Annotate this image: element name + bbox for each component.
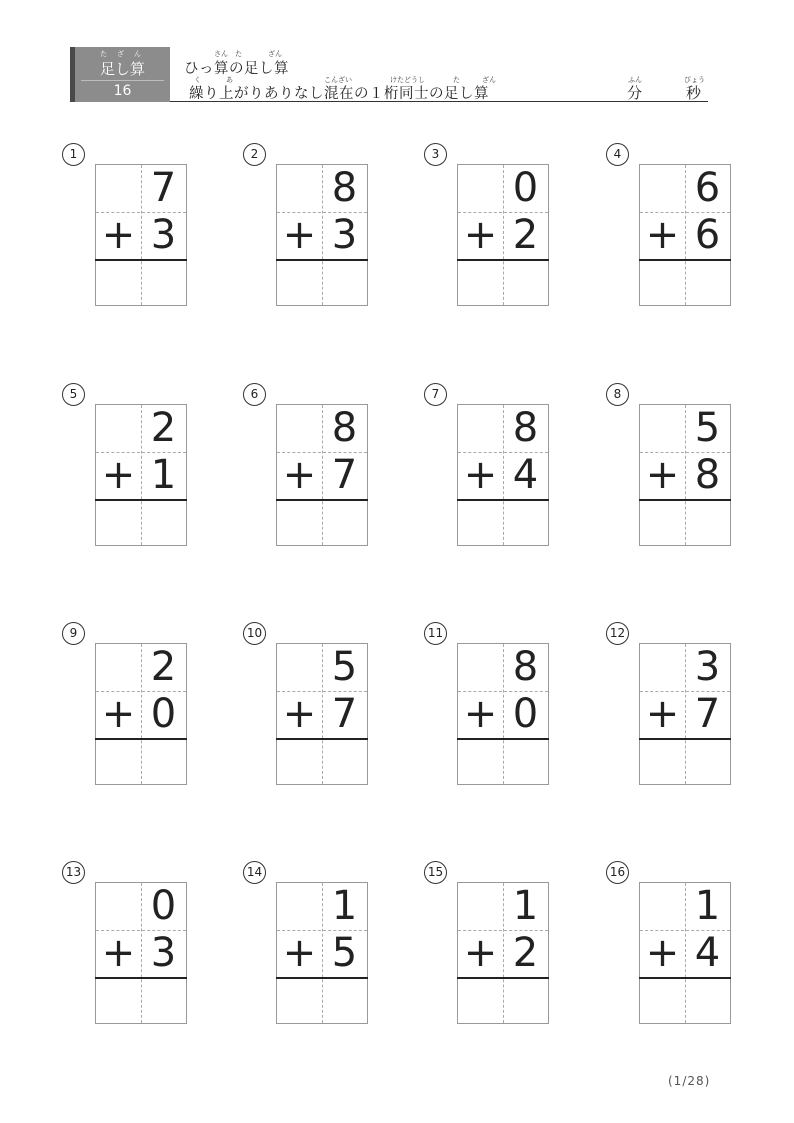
badge-number: 16 <box>113 83 132 99</box>
sum-line <box>276 738 368 740</box>
calculation-grid <box>639 404 731 546</box>
problem-number: 7 <box>424 383 447 406</box>
bottom-digit: 7 <box>331 452 358 498</box>
plus-sign: + <box>282 930 317 976</box>
plus-sign: + <box>101 930 136 976</box>
bottom-digit: 3 <box>150 930 177 976</box>
sum-line <box>639 977 731 979</box>
ruby-ta2: た <box>453 76 460 84</box>
problem-card <box>606 861 746 1031</box>
problem-number: 9 <box>62 622 85 645</box>
bottom-digit: 2 <box>512 930 539 976</box>
bottom-digit: 6 <box>694 212 721 258</box>
problem-card <box>62 383 202 553</box>
problem-card <box>62 622 202 792</box>
calculation-grid <box>95 643 187 785</box>
bottom-digit: 0 <box>150 691 177 737</box>
top-digit: 5 <box>331 644 358 690</box>
problem-card <box>606 143 746 313</box>
bottom-digit: 5 <box>331 930 358 976</box>
sum-line <box>457 259 549 261</box>
problem-card <box>243 143 383 313</box>
bottom-digit: 0 <box>512 691 539 737</box>
calculation-grid <box>457 164 549 306</box>
calculation-grid <box>457 882 549 1024</box>
sum-line <box>457 499 549 501</box>
plus-sign: + <box>101 691 136 737</box>
bottom-digit: 3 <box>331 212 358 258</box>
sum-line <box>457 738 549 740</box>
top-digit: 1 <box>694 883 721 929</box>
bottom-digit: 7 <box>694 691 721 737</box>
ruby-a: あ <box>226 76 233 84</box>
plus-sign: + <box>645 452 680 498</box>
problem-card <box>62 143 202 313</box>
plus-sign: + <box>645 691 680 737</box>
badge-title: 足し算 <box>99 60 145 78</box>
plus-sign: + <box>463 212 498 258</box>
top-digit: 3 <box>694 644 721 690</box>
problem-number: 1 <box>62 143 85 166</box>
problem-number: 15 <box>424 861 447 884</box>
calculation-grid <box>639 164 731 306</box>
top-digit: 5 <box>694 405 721 451</box>
badge-divider <box>81 80 164 81</box>
bottom-digit: 4 <box>512 452 539 498</box>
bottom-digit: 3 <box>150 212 177 258</box>
plus-sign: + <box>282 212 317 258</box>
ruby-zan: ざん <box>268 50 282 58</box>
problem-number: 3 <box>424 143 447 166</box>
ruby-konzai: こんざい <box>324 76 352 84</box>
sum-line <box>457 977 549 979</box>
calculation-grid <box>276 882 368 1024</box>
calculation-grid <box>639 643 731 785</box>
seconds-label: 秒 <box>686 84 702 102</box>
calculation-grid <box>95 882 187 1024</box>
top-digit: 8 <box>331 165 358 211</box>
problem-number: 12 <box>606 622 629 645</box>
problem-card <box>243 383 383 553</box>
problem-card <box>243 861 383 1031</box>
calculation-grid <box>457 404 549 546</box>
top-digit: 8 <box>331 405 358 451</box>
ruby-ku: く <box>194 76 201 84</box>
sum-line <box>639 499 731 501</box>
plus-sign: + <box>101 212 136 258</box>
ruby-fun: ふん <box>628 76 642 84</box>
top-digit: 0 <box>512 165 539 211</box>
badge-ruby: たざん <box>100 50 151 58</box>
problem-card <box>424 861 564 1031</box>
calculation-grid <box>457 643 549 785</box>
calculation-grid <box>639 882 731 1024</box>
problem-card <box>606 622 746 792</box>
calculation-grid <box>276 404 368 546</box>
plus-sign: + <box>645 930 680 976</box>
plus-sign: + <box>463 930 498 976</box>
problem-number: 5 <box>62 383 85 406</box>
problem-card <box>424 143 564 313</box>
sum-line <box>95 977 187 979</box>
problem-number: 6 <box>243 383 266 406</box>
sum-line <box>639 738 731 740</box>
sum-line <box>95 259 187 261</box>
bottom-digit: 4 <box>694 930 721 976</box>
plus-sign: + <box>463 452 498 498</box>
bottom-digit: 7 <box>331 691 358 737</box>
top-digit: 6 <box>694 165 721 211</box>
top-digit: 1 <box>512 883 539 929</box>
plus-sign: + <box>463 691 498 737</box>
worksheet-subtitle: ひっ算の足し算 <box>184 61 289 77</box>
bottom-digit: 1 <box>150 452 177 498</box>
ruby-byou: びょう <box>684 76 705 84</box>
calculation-grid <box>95 164 187 306</box>
top-digit: 7 <box>150 165 177 211</box>
header-underline <box>170 101 708 102</box>
problem-card <box>243 622 383 792</box>
calculation-grid <box>276 643 368 785</box>
problem-number: 11 <box>424 622 447 645</box>
plus-sign: + <box>282 691 317 737</box>
plus-sign: + <box>282 452 317 498</box>
top-digit: 8 <box>512 405 539 451</box>
worksheet-description: 繰り上がりありなし混在の１桁同士の足し算 <box>189 86 489 102</box>
top-digit: 1 <box>331 883 358 929</box>
plus-sign: + <box>645 212 680 258</box>
page-indicator: (1/28) <box>668 1074 711 1088</box>
problem-number: 4 <box>606 143 629 166</box>
sum-line <box>95 499 187 501</box>
minutes-label: 分 <box>627 84 643 102</box>
calculation-grid <box>276 164 368 306</box>
sum-line <box>95 738 187 740</box>
problem-number: 13 <box>62 861 85 884</box>
problem-number: 10 <box>243 622 266 645</box>
ruby-ketadoushi: けたどうし <box>390 76 425 84</box>
ruby-zan2: ざん <box>482 76 496 84</box>
sum-line <box>276 259 368 261</box>
problem-number: 14 <box>243 861 266 884</box>
problem-number: 8 <box>606 383 629 406</box>
sum-line <box>276 977 368 979</box>
problem-number: 2 <box>243 143 266 166</box>
plus-sign: + <box>101 452 136 498</box>
problem-card <box>424 383 564 553</box>
ruby-ta: た <box>235 50 242 58</box>
top-digit: 2 <box>150 405 177 451</box>
problem-card <box>424 622 564 792</box>
sum-line <box>639 259 731 261</box>
calculation-grid <box>95 404 187 546</box>
sum-line <box>276 499 368 501</box>
worksheet-badge <box>70 47 170 102</box>
bottom-digit: 2 <box>512 212 539 258</box>
bottom-digit: 8 <box>694 452 721 498</box>
top-digit: 8 <box>512 644 539 690</box>
top-digit: 2 <box>150 644 177 690</box>
problem-card <box>62 861 202 1031</box>
top-digit: 0 <box>150 883 177 929</box>
problem-number: 16 <box>606 861 629 884</box>
problem-card <box>606 383 746 553</box>
ruby-san: さん <box>214 50 228 58</box>
